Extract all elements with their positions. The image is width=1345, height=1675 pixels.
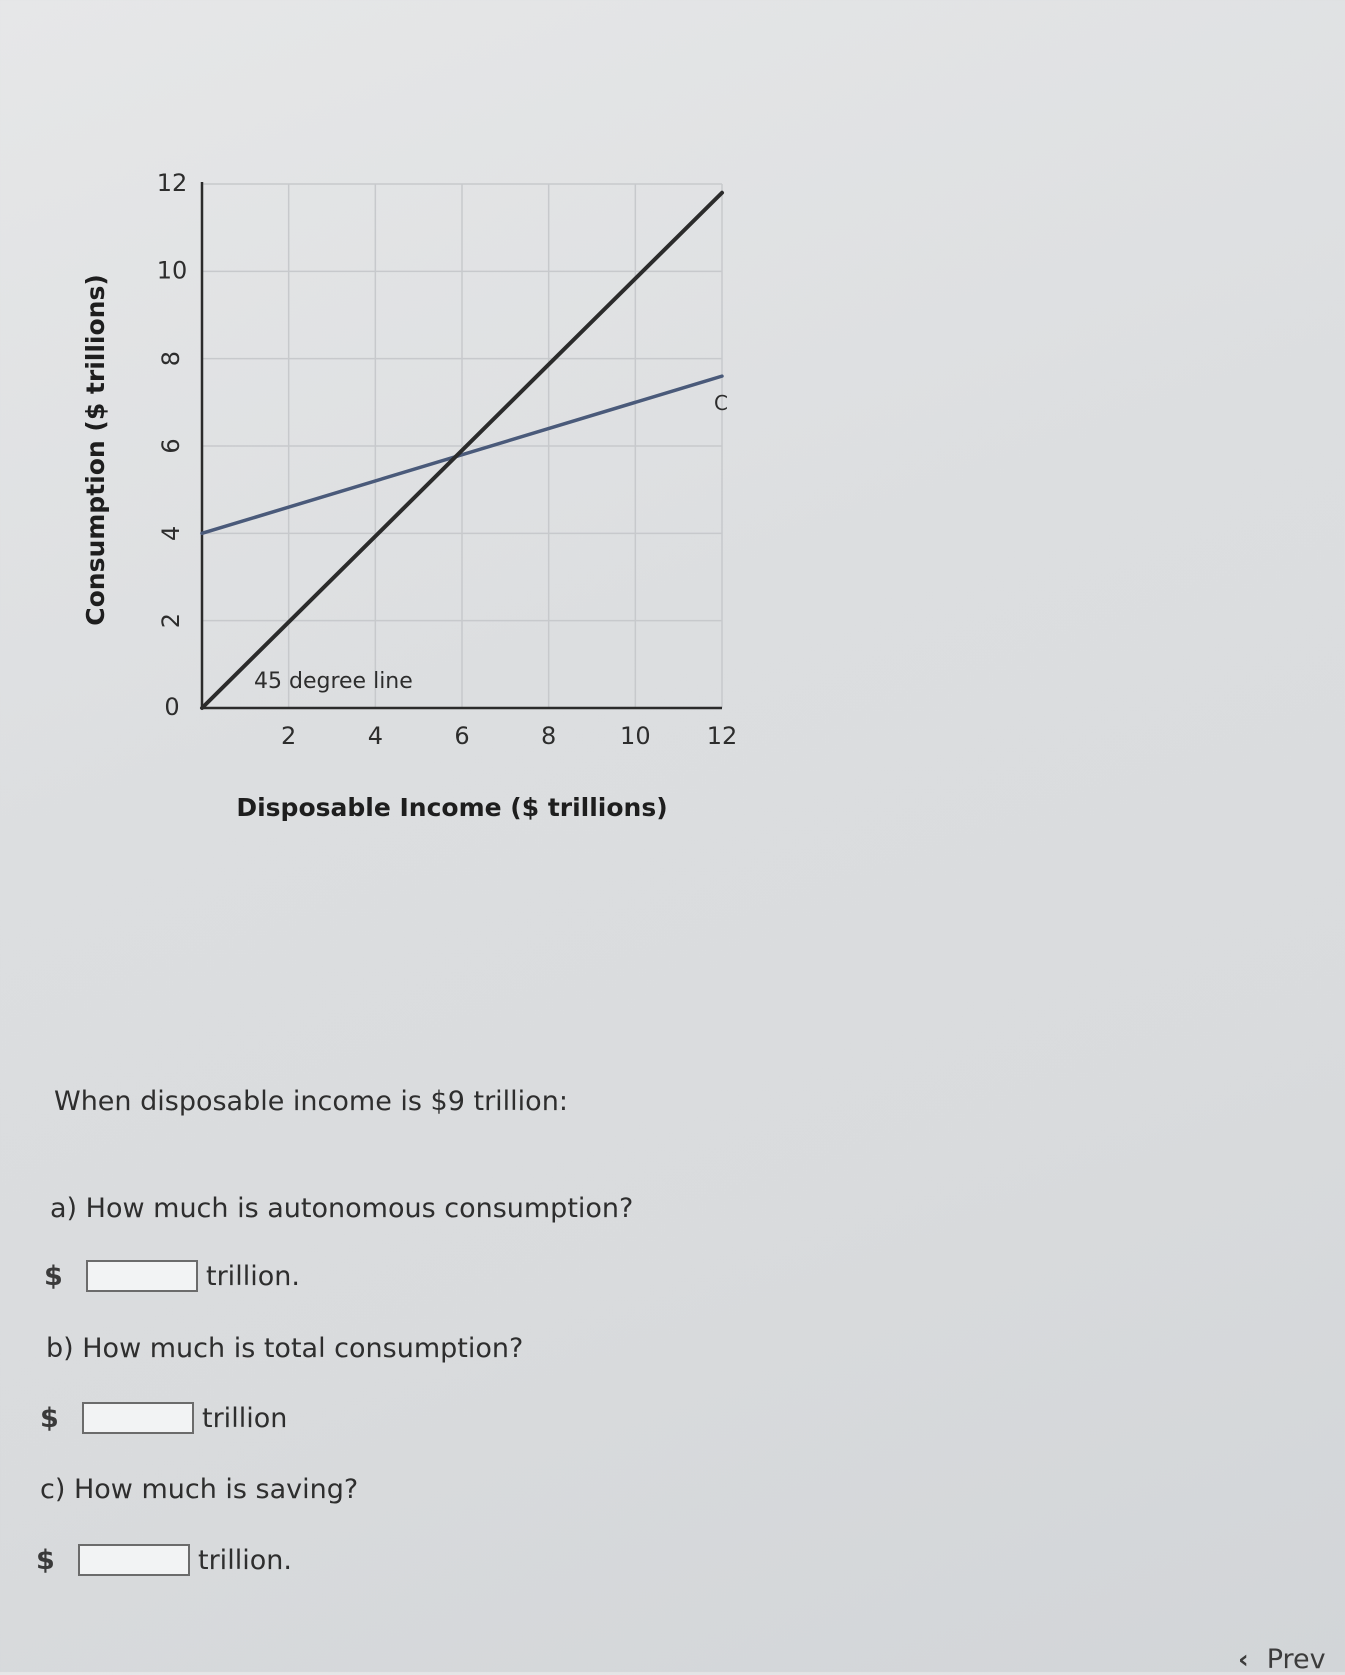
- prev-button-label: Prev: [1266, 1644, 1326, 1675]
- intro-text: When disposable income is $9 trillion:: [54, 1086, 568, 1117]
- consumption-function-label: C: [714, 391, 728, 415]
- currency-symbol: $: [36, 1544, 55, 1576]
- y-tick-label: 2: [157, 613, 185, 629]
- forty-five-degree-line-label: 45 degree line: [254, 669, 413, 694]
- saving-input[interactable]: [78, 1544, 190, 1576]
- y-tick-label: 10: [156, 256, 188, 285]
- y-tick-label: 4: [157, 525, 185, 541]
- prev-button[interactable]: [1238, 1644, 1326, 1675]
- answer-row-a: [44, 1260, 300, 1292]
- answer-row-b: [40, 1402, 287, 1434]
- question-a: a) How much is autonomous consumption?: [50, 1193, 634, 1224]
- autonomous-consumption-input[interactable]: [86, 1260, 198, 1292]
- x-axis-label: Disposable Income ($ trillions): [236, 793, 668, 822]
- answer-row-c: [36, 1544, 292, 1576]
- y-tick-label: 6: [157, 438, 185, 454]
- y-tick-label: 12: [156, 169, 188, 197]
- currency-symbol: $: [44, 1260, 63, 1292]
- currency-symbol: $: [40, 1402, 59, 1434]
- x-tick-label: 10: [620, 722, 651, 750]
- total-consumption-input[interactable]: [82, 1402, 194, 1434]
- question-b: b) How much is total consumption?: [46, 1333, 524, 1364]
- unit-label: trillion.: [206, 1260, 300, 1292]
- x-tick-label: 8: [541, 722, 557, 750]
- x-tick-label: 12: [706, 722, 738, 750]
- unit-label: trillion: [202, 1402, 288, 1434]
- y-axis-label: Consumption ($ trillions): [81, 274, 110, 626]
- x-tick-label: 2: [281, 722, 297, 750]
- y-tick-label: 0: [164, 693, 180, 721]
- question-c: c) How much is saving?: [40, 1474, 359, 1505]
- y-tick-label: 8: [157, 351, 185, 367]
- unit-label: trillion.: [198, 1544, 292, 1576]
- x-tick-label: 4: [367, 722, 383, 750]
- chevron-left-icon: ‹: [1238, 1644, 1249, 1675]
- x-tick-label: 6: [454, 722, 470, 750]
